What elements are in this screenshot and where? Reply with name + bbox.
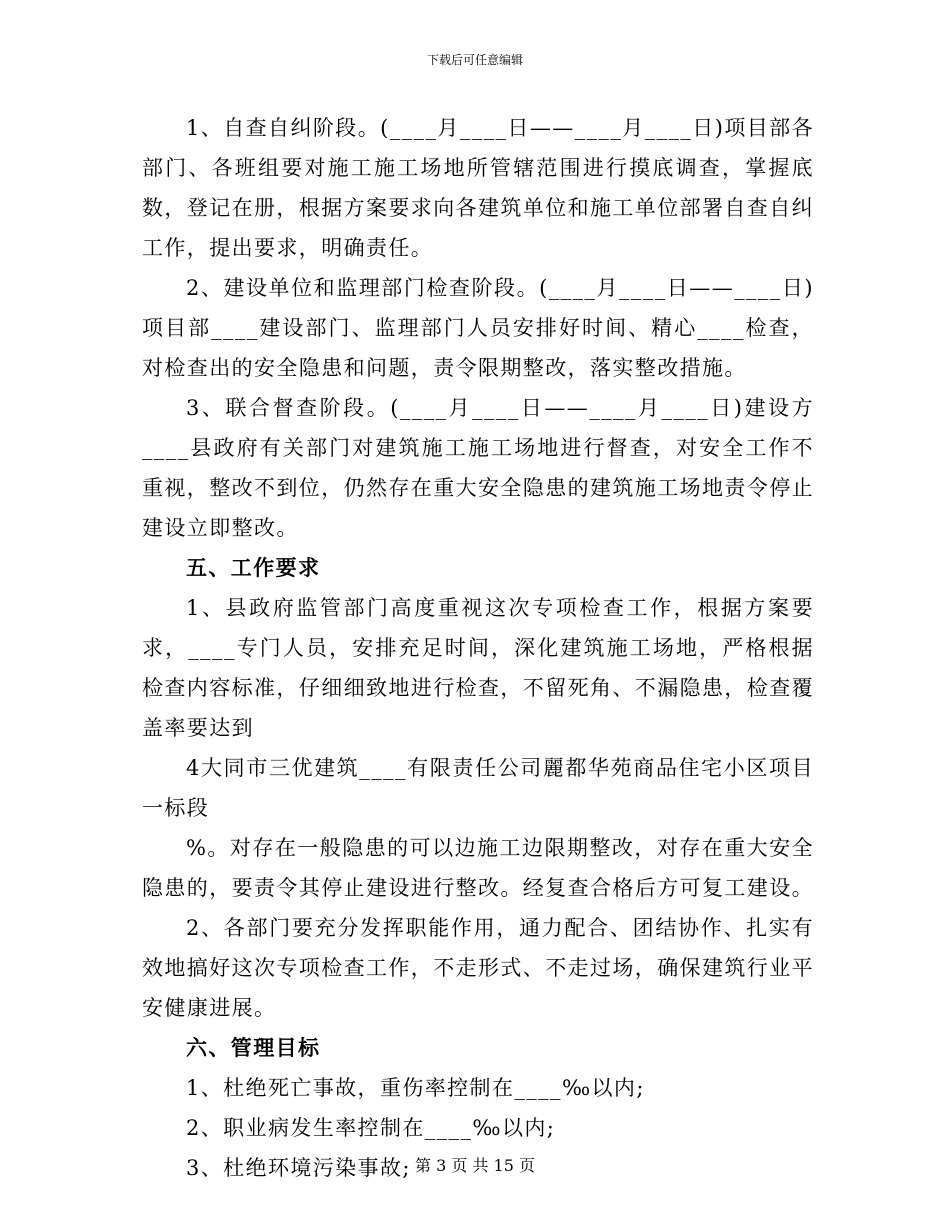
paragraph-goal-1: 1、杜绝死亡事故，重伤率控制在____‰以内; xyxy=(186,1076,645,1100)
paragraph-requirement-1-continued: %。对存在一般隐患的可以边施工边限期整改，对存在重大安全隐患的，要责令其停止建设进行整改。经复查合格后方可复工建设。 xyxy=(142,836,814,900)
page-footer: 第 3 页 共 15 页 xyxy=(415,1156,535,1175)
paragraph-supervision-inspection-stage: 2、建设单位和监理部门检查阶段。(____月____日——____日)项目部____建设部门、监理部门人员安排好时间、精心____检查，对检查出的安全隐患和问题，责令限期整改，落实整改措施。 xyxy=(142,276,814,380)
document-body xyxy=(142,108,814,1188)
paragraph-goal-2: 2、职业病发生率控制在____‰以内; xyxy=(186,1116,556,1140)
paragraph-self-inspection-stage: 1、自查自纠阶段。(____月____日——____月____日)项目部各部门、各班组要对施工施工场地所管辖范围进行摸底调查，掌握底数，登记在册，根据方案要求向各建筑单位和施工单位部署自查自纠工作，提出要求，明确责任。 xyxy=(142,116,814,260)
section-heading-management-goals: 六、管理目标 xyxy=(186,1035,321,1060)
paragraph-goal-3: 3、杜绝环境污染事故; xyxy=(186,1156,411,1180)
paragraph-requirement-1: 1、县政府监管部门高度重视这次专项检查工作，根据方案要求，____专门人员，安排充足时间，深化建筑施工场地，严格根据检查内容标准，仔细细致地进行检查，不留死角、不漏隐患，检查覆盖率要达到 xyxy=(142,596,814,740)
section-heading-work-requirements: 五、工作要求 xyxy=(186,555,321,580)
paragraph-requirement-2: 2、各部门要充分发挥职能作用，通力配合、团结协作、扎实有效地搞好这次专项检查工作，不走形式、不走过场，确保建筑行业平安健康进展。 xyxy=(142,916,814,1020)
paragraph-joint-inspection-stage: 3、联合督查阶段。(____月____日——____月____日)建设方____县政府有关部门对建筑施工施工场地进行督查，对安全工作不重视，整改不到位，仍然存在重大安全隐患的建筑施工场地责令停止建设立即整改。 xyxy=(142,396,814,540)
paragraph-project-name: 4大同市三优建筑____有限责任公司麗都华苑商品住宅小区项目一标段 xyxy=(142,756,814,820)
page-header: 下载后可任意编辑 xyxy=(426,53,523,67)
